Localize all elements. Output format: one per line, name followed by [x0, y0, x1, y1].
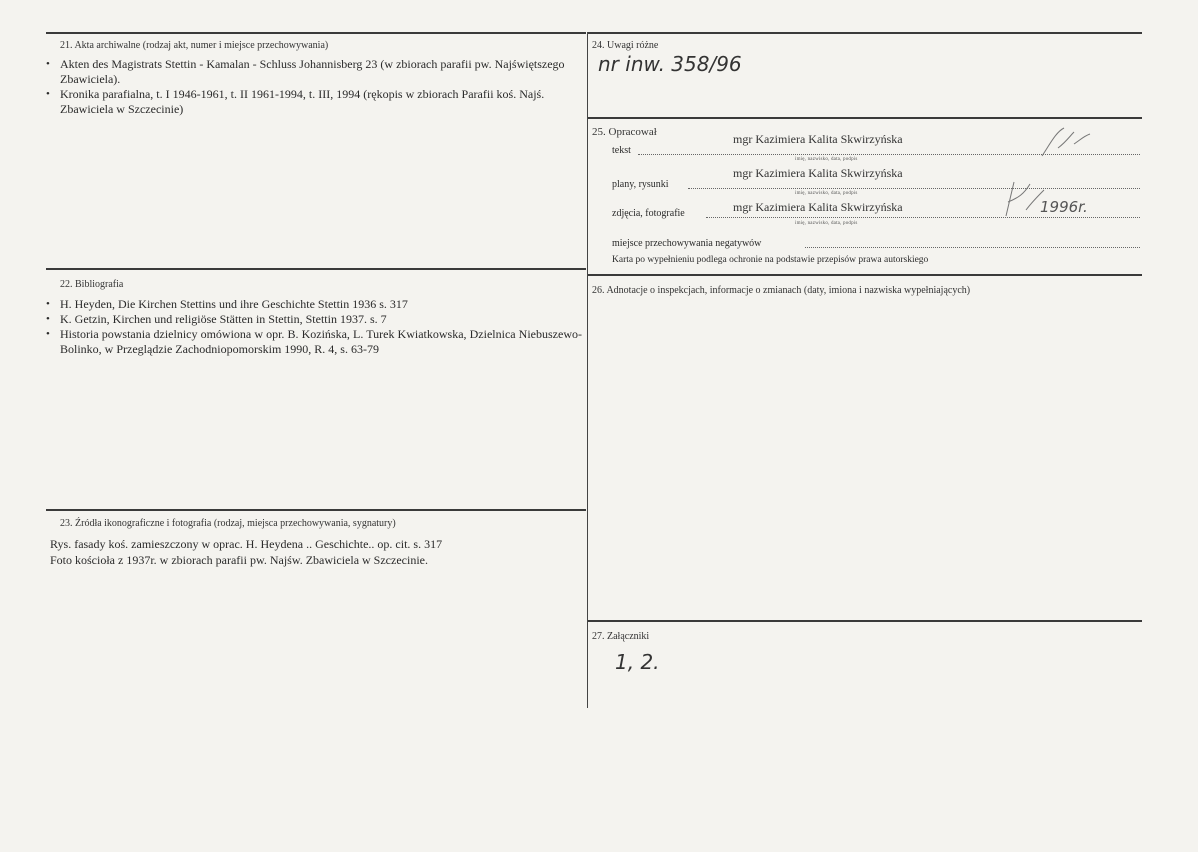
copyright-text: Karta po wypełnieniu podlega ochronie na podstawie przepisów prawa autorskiego — [612, 255, 929, 265]
sec24-title: 24. Uwagi różne — [592, 40, 659, 51]
list-item: • K. Getzin, Kirchen und religiöse Stätten in Stettin, Stettin 1937. s. 7 — [46, 312, 582, 327]
sec25-plans-dots — [688, 188, 1140, 189]
sec25-plans-author: mgr Kazimiera Kalita Skwirzyńska — [733, 166, 903, 180]
sec24-handwritten-note: nr inw. 358/96 — [598, 52, 742, 76]
sec25-photos-author: mgr Kazimiera Kalita Skwirzyńska — [733, 200, 903, 214]
sec25-text-hint: imię, nazwisko, data, podpis — [795, 157, 858, 162]
sec23-line-1: Rys. fasady koś. zamieszczony w oprac. H. Heydena .. Geschichte.. op. cit. s. 317 — [50, 537, 443, 551]
sec21-title: 21. Akta archiwalne (rodzaj akt, numer i miejsce przechowywania) — [60, 40, 329, 51]
sec25-photos-hint: imię, nazwisko, data, podpis — [795, 221, 858, 226]
sec25-negatives-label: miejsce przechowywania negatywów — [612, 238, 762, 249]
sec21-bottom-border — [46, 268, 586, 270]
sec23-title: 23. Źródła ikonograficzne i fotografia (rodzaj, miejsca przechowywania, sygnatury) — [60, 518, 396, 529]
sec22-title: 22. Bibliografia — [60, 279, 124, 290]
list-item: • Historia powstania dzielnicy omówiona w opr. B. Kozińska, L. Turek Kwiatkowska, Dzielnica Niebuszewo-Bolinko, w Przeglądzie Zachodniopomorskim 1990, R. 4, s. 63-79 — [46, 327, 582, 357]
sec26-bottom-border — [588, 620, 1142, 622]
signature-date: 1996r. — [1040, 198, 1088, 216]
sec25-photos-dots — [706, 217, 1140, 218]
sec21-list — [46, 57, 580, 117]
sec25-bottom-border — [588, 274, 1142, 276]
center-divider — [587, 32, 588, 708]
sec24-bottom-border — [588, 117, 1142, 119]
list-item: • H. Heyden, Die Kirchen Stettins und ihre Geschichte Stettin 1936 s. 317 — [46, 297, 582, 312]
list-item: • Akten des Magistrats Stettin - Kamalan - Schluss Johannisberg 23 (w zbiorach parafii pw. Najświętszego Zbawiciela). — [46, 57, 580, 87]
sec23-line-2: Foto kościoła z 1937r. w zbiorach parafii pw. Najśw. Zbawiciela w Szczecinie. — [50, 553, 428, 567]
signature-scribble-top — [1036, 122, 1096, 162]
sec25-text-author: mgr Kazimiera Kalita Skwirzyńska — [733, 132, 903, 146]
top-border-right — [588, 32, 1142, 34]
sec25-plans-hint: imię, nazwisko, data, podpis — [795, 191, 858, 196]
list-item: • Kronika parafialna, t. I 1946-1961, t. II 1961-1994, t. III, 1994 (rękopis w zbiorach Parafii koś. Najś. Zbawiciela w Szczecinie) — [46, 87, 580, 117]
sec22-bottom-border — [46, 509, 586, 511]
sec22-list — [46, 297, 582, 357]
sec25-plans-label: plany, rysunki — [612, 179, 669, 190]
sec25-text-label: tekst — [612, 145, 631, 156]
sec25-negatives-dots — [805, 247, 1140, 248]
sec27-title: 27. Załączniki — [592, 631, 650, 642]
sec25-photos-label: zdjęcia, fotografie — [612, 208, 685, 219]
top-border-left — [46, 32, 586, 34]
sec27-handwritten-attachments: 1, 2. — [615, 650, 660, 674]
sec25-copyright-note — [612, 255, 928, 265]
sec25-title: 25. Opracował — [592, 126, 657, 138]
sec26-title: 26. Adnotacje o inspekcjach, informacje o zmianach (daty, imiona i nazwiska wypełniających) — [592, 285, 971, 296]
